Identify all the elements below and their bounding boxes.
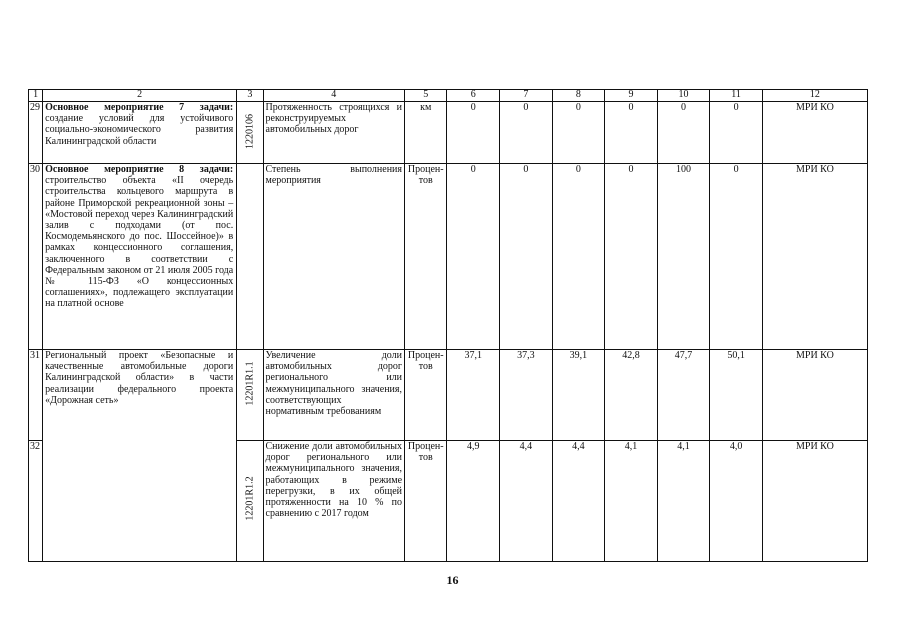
row-number: 32: [29, 441, 43, 562]
header-cell: 10: [657, 90, 710, 102]
unit-cell: Процен-тов: [405, 164, 447, 350]
value-cell: 4,9: [447, 441, 500, 562]
code-cell: [237, 441, 263, 562]
header-cell: 2: [43, 90, 237, 102]
task-text: Региональный проект «Безопасные и качественные автомобильные дороги Калининградской области» в части реализации федерального проекта «Дорожная сеть»: [45, 350, 234, 406]
value-cell: 0: [500, 102, 553, 164]
value-cell: 0: [447, 102, 500, 164]
row-number: 31: [29, 350, 43, 441]
responsible-cell: МРИ КО: [762, 350, 867, 441]
table-row: [29, 350, 868, 441]
table-row: [29, 102, 868, 164]
header-cell: 12: [762, 90, 867, 102]
responsible-cell: МРИ КО: [762, 164, 867, 350]
value-cell: 47,7: [657, 350, 710, 441]
task-cell: [43, 164, 237, 350]
unit-cell: Процен-тов: [405, 350, 447, 441]
value-cell: 0: [657, 102, 710, 164]
task-text: создание условий для устойчивого социально-экономического развития Калининградской области: [45, 113, 234, 147]
header-cell: 3: [237, 90, 263, 102]
header-cell: 1: [29, 90, 43, 102]
value-cell: 4,1: [605, 441, 658, 562]
code-cell: [237, 102, 263, 164]
task-cell: [43, 102, 237, 164]
indicator-cell: Снижение доли автомобильных дорог регионального или межмуниципального значения, работающих в режиме перегрузки, в их общей протяженности на 10 % по сравнению с 2017 годом: [263, 441, 405, 562]
indicator-cell: Степень выполнения мероприятия: [263, 164, 405, 350]
value-cell: 0: [552, 102, 605, 164]
value-cell: 39,1: [552, 350, 605, 441]
value-cell: 0: [710, 102, 763, 164]
value-cell: 0: [447, 164, 500, 350]
value-cell: 0: [605, 102, 658, 164]
value-cell: 37,1: [447, 350, 500, 441]
code-cell: [237, 164, 263, 350]
code-label: 12201R1.1: [244, 361, 256, 406]
responsible-cell: МРИ КО: [762, 102, 867, 164]
header-cell: 6: [447, 90, 500, 102]
code-label: 1220106: [244, 114, 256, 149]
value-cell: 0: [552, 164, 605, 350]
value-cell: 50,1: [710, 350, 763, 441]
responsible-cell: МРИ КО: [762, 441, 867, 562]
header-cell: 11: [710, 90, 763, 102]
indicator-cell: Протяженность строящихся и реконструируемых автомобильных дорог: [263, 102, 405, 164]
value-cell: 4,4: [552, 441, 605, 562]
unit-cell: Процен-тов: [405, 441, 447, 562]
task-cell: [43, 350, 237, 562]
task-text: строительство объекта «II очередь строительства кольцевого маршрута в районе Приморской рекреационной зоны – «Мостовой переход через Калининградский залив с подходами (от пос. Космодемьянского до пос. Шоссейное)» в рамках концессионного соглашения, заключенного в соответствии с Федеральным законом от 21 июля 2005 года № 115-ФЗ «О концессионных соглашениях», подлежащего эксплуатации на платной основе: [45, 175, 234, 310]
row-number: 29: [29, 102, 43, 164]
value-cell: 0: [500, 164, 553, 350]
indicator-cell: Увеличение доли автомобильных дорог регионального или межмуниципального значения, соответствующих нормативным требованиям: [263, 350, 405, 441]
table-row: [29, 164, 868, 350]
table-header-row: [29, 90, 868, 102]
row-number: 30: [29, 164, 43, 350]
value-cell: 4,0: [710, 441, 763, 562]
indicator-table-sheet: [28, 89, 868, 562]
task-title: Основное мероприятие 8 задачи:: [45, 164, 234, 175]
page-number: 16: [446, 573, 459, 587]
header-cell: 9: [605, 90, 658, 102]
header-cell: 7: [500, 90, 553, 102]
value-cell: 0: [605, 164, 658, 350]
value-cell: 42,8: [605, 350, 658, 441]
value-cell: 100: [657, 164, 710, 350]
value-cell: 37,3: [500, 350, 553, 441]
value-cell: 0: [710, 164, 763, 350]
value-cell: 4,1: [657, 441, 710, 562]
code-label: 12201R1.2: [244, 476, 256, 521]
header-cell: 5: [405, 90, 447, 102]
task-title: Основное мероприятие 7 задачи:: [45, 102, 234, 113]
header-cell: 8: [552, 90, 605, 102]
header-cell: 4: [263, 90, 405, 102]
value-cell: 4,4: [500, 441, 553, 562]
indicator-table: [28, 89, 868, 562]
code-cell: [237, 350, 263, 441]
unit-cell: км: [405, 102, 447, 164]
